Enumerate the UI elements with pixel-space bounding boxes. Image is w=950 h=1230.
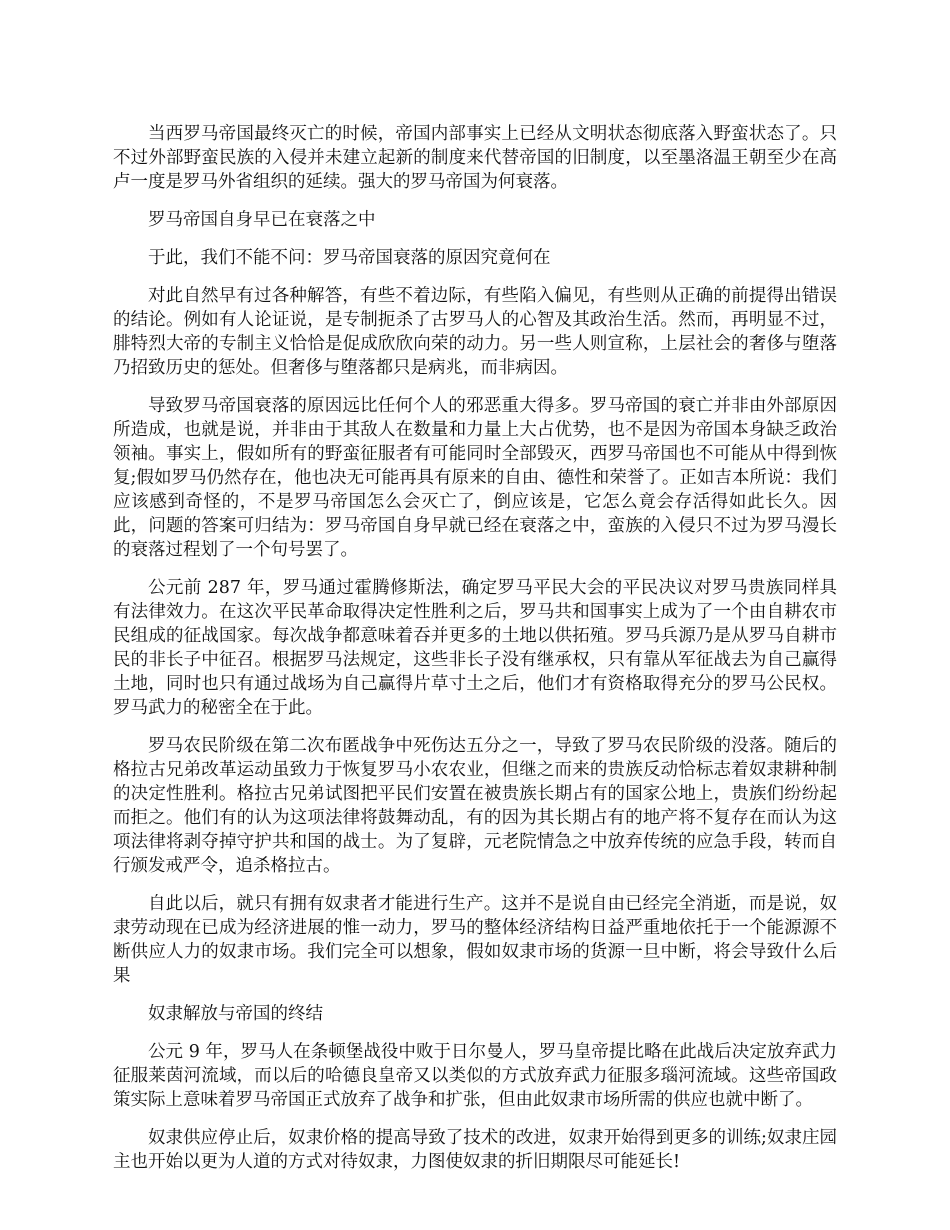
question-line: 于此，我们不能不问：罗马帝国衰落的原因究竟何在 [148,248,551,268]
paragraph-teutoburg: 公元 9 年，罗马人在条顿堡战役中败于日尔曼人，罗马皇帝提比略在此战后决定放弃武力征服莱茵河流域，而以后的哈德良皇帝又以类似的方式放弃武力征服多瑙河流域。这些帝国政策实际上意味着罗马帝国正式放弃了战争和扩张，但由此奴隶市场所需的供应也就中断了。 [113,1042,837,1110]
paragraph-hortensian-law: 公元前 287 年，罗马通过霍腾修斯法，确定罗马平民大会的平民决议对罗马贵族同样具有法律效力。在这次平民革命取得决定性胜利之后，罗马共和国事实上成为了一个由自耕农市民组成的征战国家。每次战争都意味着吞并更多的土地以供拓殖。罗马兵源乃是从罗马自耕市民的非长子中征召。根据罗马法规定，这些非长子没有继承权，只有靠从军征战去为自己赢得土地，同时也只有通过战场为自己赢得片草寸土之后，他们才有资格取得充分的罗马公民权。罗马武力的秘密全在于此。 [113,578,837,718]
paragraph-causes: 导致罗马帝国衰落的原因远比任何个人的邪恶重大得多。罗马帝国的衰亡并非由外部原因所造成，也就是说，并非由于其敌人在数量和力量上大占优势，也不是因为帝国本身缺乏政治领袖。事实上，假如所有的野蛮征服者有可能同时全部毁灭，西罗马帝国也不可能从中得到恢复;假如罗马仍然存在，他也决无可能再具有原来的自由、德性和荣誉了。正如吉本所说：我们应该感到奇怪的，不是罗马帝国怎么会灭亡了，倒应该是，它怎么竟会存活得如此长久。因此，问题的答案可归结为：罗马帝国自身早就已经在衰落之中，蛮族的入侵只不过为罗马漫长的衰落过程划了一个句号罢了。 [113,396,837,560]
paragraph-slave-economy: 自此以后，就只有拥有奴隶者才能进行生产。这并不是说自由已经完全消逝，而是说，奴隶劳动现在已成为经济进展的惟一动力，罗马的整体经济结构日益严重地依托于一个能源源不断供应人力的奴隶市场。我们完全可以想象，假如奴隶市场的货源一旦中断，将会导致什么后果 [113,894,837,986]
section-heading-emancipation: 奴隶解放与帝国的终结 [148,1004,323,1024]
paragraph-intro: 当西罗马帝国最终灭亡的时候，帝国内部事实上已经从文明状态彻底落入野蛮状态了。只不过外部野蛮民族的入侵并未建立起新的制度来代替帝国的旧制度，以至墨洛温王朝至少在高卢一度是罗马外省组织的延续。强大的罗马帝国为何衰落。 [113,124,837,192]
document-page [113,122,837,1188]
paragraph-explanations: 对此自然早有过各种解答，有些不着边际，有些陷入偏见，有些则从正确的前提得出错误的结论。例如有人论证说，是专制扼杀了古罗马人的心智及其政治生活。然而，再明显不过，腓特烈大帝的专制主义恰恰是促成欣欣向荣的动力。另一些人则宣称，上层社会的奢侈与堕落乃招致历史的惩处。但奢侈与堕落都只是病兆，而非病因。 [113,286,837,378]
paragraph-peasant-decline: 罗马农民阶级在第二次布匿战争中死伤达五分之一，导致了罗马农民阶级的没落。随后的格拉古兄弟改革运动虽致力于恢复罗马小农农业，但继之而来的贵族反动恰标志着奴隶耕种制的决定性胜利。格拉古兄弟试图把平民们安置在被贵族长期占有的国家公地上，贵族们纷纷起而拒之。他们有的认为这项法律将鼓舞动乱，有的因为其长期占有的地产将不复存在而认为这项法律将剥夺掉守护共和国的战士。为了复辟，元老院情急之中放弃传统的应急手段，转而自行颁发戒严令，追杀格拉古。 [113,736,837,876]
section-heading-decline: 罗马帝国自身早已在衰落之中 [148,210,376,230]
paragraph-slave-supply: 奴隶供应停止后，奴隶价格的提高导致了技术的改进，奴隶开始得到更多的训练;奴隶庄园主也开始以更为人道的方式对待奴隶，力图使奴隶的折旧期限尽可能延长! [113,1128,837,1172]
